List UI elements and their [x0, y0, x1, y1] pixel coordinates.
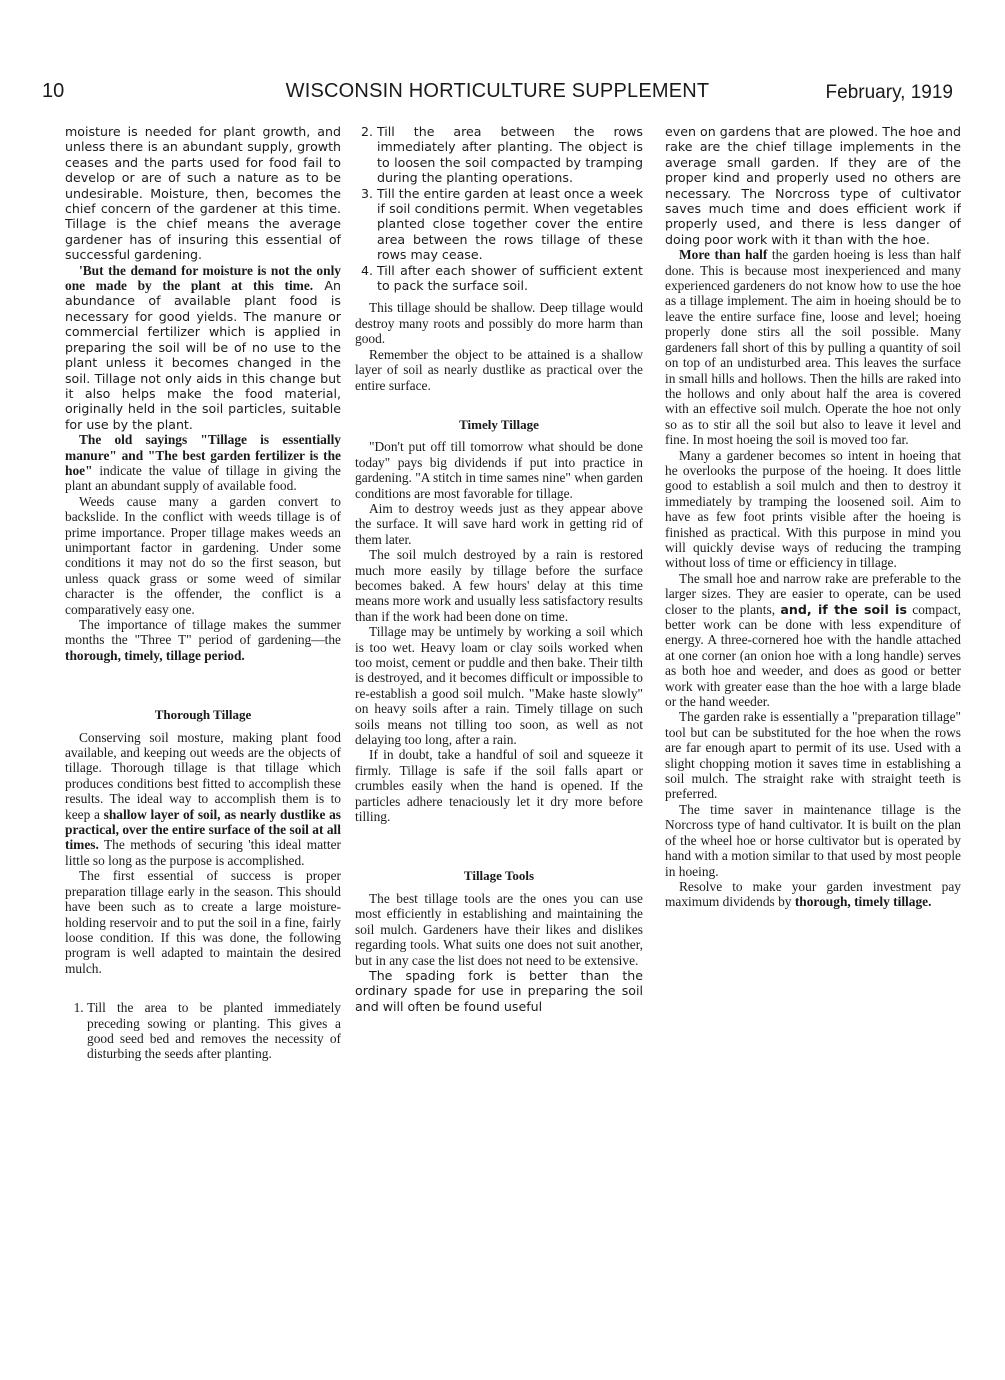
- tillage-program-list: [65, 1000, 341, 1062]
- paragraph: Aim to destroy weeds just as they appear above the surface. It will save hard work in getting rid of them later.: [355, 500, 643, 547]
- list-item: 3. Till the entire garden at least once a week if soil conditions permit. When vegetables planted close together cover the entire area between the rows tillage of these rows may cease.: [377, 186, 643, 263]
- column-2: [355, 124, 643, 1364]
- paragraph: [65, 730, 341, 869]
- paragraph: [65, 617, 341, 663]
- paragraph-text: Resolve to make your garden investment pay maximum dividends by: [665, 878, 961, 910]
- paragraph: "Don't put off till tomorrow what should be done today" pays big dividends if put into practice in gardening. "A stitch in time sames nine" when garden conditions are most favorable for tillage.: [355, 439, 643, 501]
- paragraph: The time saver in maintenance tillage is the Norcross type of hand cultivator. It is built on the plan of the wheel hoe or horse cultivator but is operated by hand with a motion similar to that used by most people in hoeing.: [665, 801, 961, 879]
- paragraph: If in doubt, take a handful of soil and squeeze it firmly. Tillage is safe if the soil falls apart or crumbles easily when the hand is opened. If the particles adhere tenaciously let it dry more before tilling.: [355, 747, 643, 825]
- paragraph: Many a gardener becomes so intent in hoeing that he overlooks the purpose of the hoeing. It does little good to establish a soil mulch and then to destroy it immediately by tramping the loosened soil. Aim to have as few foot prints visible after the hoeing is finished as practical. With this purpose in mind you will quickly devise ways of reducing the tramping without loss of time or efficiency in tillage.: [665, 447, 961, 571]
- paragraph: The spading fork is better than the ordinary spade for use in preparing the soil and will often be found useful: [355, 967, 643, 1014]
- issue-date: February, 1919: [825, 82, 953, 103]
- paragraph: [665, 571, 961, 710]
- paragraph-text: The small hoe and narrow rake are preferable to the larger sizes. They are easier to operate, can be used closer to the plants,: [665, 570, 961, 617]
- list-item: 2. Till the area between the rows immediately after planting. The object is to loosen the soil compacted by tramping during the planting operations.: [377, 124, 643, 186]
- section-heading: Thorough Tillage: [154, 707, 252, 723]
- column-3: [665, 124, 961, 1364]
- paragraph: [665, 247, 961, 447]
- paragraph-text: indicate the value of tillage in giving the plant an abundant supply of available food.: [65, 462, 341, 494]
- paragraph: This tillage should be shallow. Deep tillage would destroy many roots and possibly do more harm than good.: [355, 300, 643, 347]
- paragraph: The soil mulch destroyed by a rain is restored much more easily by tillage before the surface becomes baked. A few hours' delay at this time means more work and usually less satisfactory results than if the work had been done on time.: [355, 547, 643, 624]
- page-number: 10: [42, 80, 65, 102]
- paragraph: Tillage may be untimely by working a soil which is too wet. Heavy loam or clay soils worked when too moist, cement or puddle and then bake. Their tilth is destroyed, and it becomes difficult or impossible to re-establish a good soil mulch. "Make haste slowly" on heavy soils after a rain. Timely tillage on such soils means not tilling too soon, as well as not delaying too long, after a rain.: [355, 624, 643, 748]
- paragraph: [665, 879, 961, 910]
- publication-title: WISCONSIN HORTICULTURE SUPPLEMENT: [285, 80, 710, 102]
- paragraph: moisture is needed for plant growth, and unless there is an abundant supply, growth ceases and the parts used for food fail to develop or are of such a nature as to be undesirable. Moisture, then, becomes the chief concern of the gardener at this time. Tillage is the chief means the average gardener has of insuring this essential of successful gardening.: [65, 124, 341, 263]
- spacer: [65, 663, 341, 707]
- page-header: [42, 80, 953, 114]
- paragraph-text: the garden hoeing is less than half done. This is because most inexperienced and many experienced gardeners do not know how to use the hoe as a tillage implement. The aim in hoeing should be to leave the entire surface fine, loose and level; hoeing properly done stirs all the soil possible. Many gardeners fall short of this by pulling a quantity of soil on top of an undisturbed area. This leaves the surface in small hills and hollows. Then the hills are raked into the hollows and only about half the area is covered with an effective soil mulch. Operate the hoe not only so as to stir all the soil but also to leave it level and fine. In most hoeing the soil is moved too far.: [665, 247, 961, 448]
- list-item: 1. Till the area to be planted immediately preceding sowing or planting. This gives a good seed bed and removes the necessity of disturbing the seeds after planting.: [87, 1000, 341, 1062]
- spacer: [65, 976, 341, 1000]
- paragraph: The garden rake is essentially a "preparation tillage" tool but can be substituted for the hoe when the rows are far enough apart to permit of its use. Used with a slight chopping motion it saves time in establishing a soil mulch. The straight rake with straight teeth is preferred.: [665, 709, 961, 802]
- spacer: [355, 432, 643, 439]
- bold-text: 'But the demand for moisture is not the only one made by the plant at this time.: [65, 262, 341, 294]
- bold-text: More than half: [679, 247, 768, 263]
- paragraph: The best tillage tools are the ones you can use most efficiently in establishing and maintaining the soil mulch. Gardeners have their likes and dislikes regarding tools. What suits one does not suit another, but in any case the list does not need to be extensive.: [355, 890, 643, 968]
- paragraph-text: The importance of tillage makes the summer months the "Three T" period of gardening—the: [65, 617, 341, 648]
- paragraph: even on gardens that are plowed. The hoe and rake are the chief tillage implements in the average small garden. If they are of the proper kind and properly used no others are necessary. The Norcross type of cultivator saves much time and does efficient work if properly used, and there is less danger of doing poor work with it than with the hoe.: [665, 124, 961, 247]
- bold-text: shallow layer of soil, as nearly dustlike as practical, over the entire surface of the soil at all times.: [65, 806, 341, 853]
- list-item: 4. Till after each shower of sufficient extent to pack the surface soil.: [377, 263, 643, 294]
- tillage-program-list-continued: [355, 124, 643, 293]
- paragraph-text: The methods of securing 'this ideal matter little so long as the purpose is accomplished.: [65, 837, 341, 868]
- bold-text: and, if the soil is: [780, 601, 907, 617]
- paragraph-text: compact, better work can be done with less expenditure of energy. A three-cornered hoe with the handle attached at one corner (an onion hoe with a long handle) serves as both hoe and weeder, and does as good or better work with greater ease than the hoe with a large blade or the hand weeder.: [665, 601, 961, 710]
- column-1: [65, 124, 341, 1364]
- paragraph: [65, 432, 341, 494]
- spacer: [355, 293, 643, 300]
- section-heading: Timely Tillage: [459, 416, 539, 432]
- section-heading: Tillage Tools: [463, 868, 535, 884]
- bold-text: thorough, timely tillage.: [794, 894, 932, 910]
- paragraph: [65, 263, 341, 432]
- bold-text: The old sayings "Tillage is essentially manure" and "The best garden fertilizer is the hoe": [65, 432, 341, 478]
- spacer: [65, 723, 341, 730]
- paragraph: Remember the object to be attained is a shallow layer of soil as nearly dustlike as practical over the entire surface.: [355, 346, 643, 393]
- spacer: [355, 884, 643, 891]
- paragraph-text: Conserving soil mosture, making plant food available, and keeping out weeds are the objects of tillage. Thorough tillage is that tillage which produces conditions best fitted to accomplish these results. The ideal way to accomplish them is to keep a: [65, 729, 341, 822]
- paragraph: The first essential of success is proper preparation tillage early in the season. This should have been such as to create a large moisture-holding reservoir and to put the soil in a fine, fairly loose condition. If this was done, the following program is well adapted to maintain the desired mulch.: [65, 868, 341, 976]
- spacer: [355, 393, 643, 417]
- paragraph: Weeds cause many a garden convert to backslide. In the conflict with weeds tillage is of prime importance. Proper tillage makes weeds an unimportant factor in gardening. Under some conditions it may not do so the first season, but unless quack grass or some weed of similar character is the offender, the conflict is a comparatively easy one.: [65, 493, 341, 617]
- spacer: [355, 824, 643, 868]
- bold-text: thorough, timely, tillage period.: [65, 647, 245, 663]
- paragraph-text: An abundance of available plant food is necessary for good yields. The manure or commercial fertilizer which is applied in preparing the soil will be of no use to the plant unless it becomes changed in the soil. Tillage not only aids in this change but it also helps make the food material, originally held in the soil particles, suitable for use by the plant.: [65, 278, 341, 432]
